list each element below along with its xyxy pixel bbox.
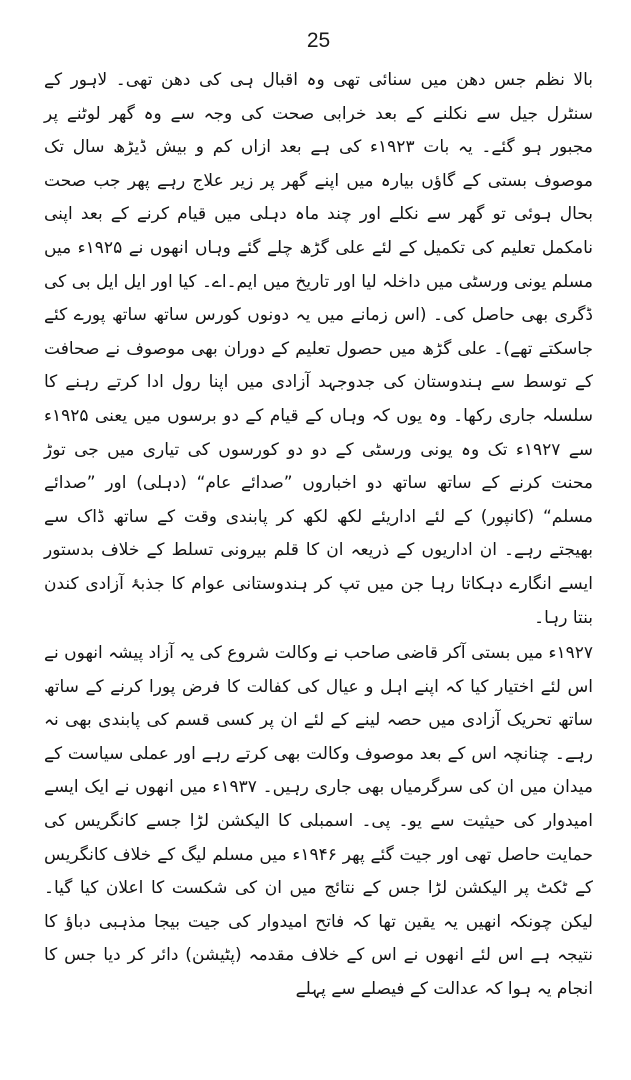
paragraph-2: ۱۹۲۷ء میں بستی آکر قاضی صاحب نے وکالت شروع کی یہ آزاد پیشہ انھوں نے اس لئے اختیار کیا کہ اپنے اہل و عیال کی کفالت کا فرض پورا کرنے کے ساتھ ساتھ تحریک آزادی میں حصہ لینے کے لئے ان پر کسی قسم کی پابندی بھی نہ رہے۔ چنانچہ اس کے بعد موصوف وکالت بھی کرتے رہے اور عملی سیاست کے میدان میں ان کی سرگرمیاں بھی جاری رہیں۔ ۱۹۳۷ء میں انھوں نے ایک ایسے امیدوار کی حیثیت سے یو۔ پی۔ اسمبلی کا الیکشن لڑا جسے کانگریس کی حمایت حاصل تھی اور جیت گئے پھر ۱۹۴۶ء میں مسلم لیگ کے خلاف کانگریس کے ٹکٹ پر الیکشن لڑا جس کے نتائج میں ان کی شکست کا اعلان کیا گیا۔ لیکن چونکہ انھیں یہ یقین تھا کہ فاتح امیدوار کی جیت بیجا مذہبی دباؤ کا نتیجہ ہے اس لئے انھوں نے اس کے خلاف مقدمہ (پٹیشن) دائر کر دیا جس کا انجام یہ ہوا کہ عدالت کے فیصلے سے پہلے [44,643,593,1000]
body-text [44,64,593,1007]
page-number: 25 [306,29,331,52]
paragraph-1: بالا نظم جس دھن میں سنائی تھی وہ اقبال ہی کی دھن تھی۔ لاہور کے سنٹرل جیل سے نکلنے کے بعد خرابی صحت کی وجہ سے وہ گھر لوٹنے پر مجبور ہو گئے۔ یہ بات ۱۹۲۳ء کی ہے بعد ازاں کم و بیش ڈیڑھ سال تک موصوف بستی کے گاؤں بیارہ میں اپنے گھر پر زیر علاج رہے پھر جب صحت بحال ہوئی تو گھر سے نکلے اور چند ماہ دہلی میں قیام کرنے کے بعد اپنی نامکمل تعلیم کی تکمیل کے لئے علی گڑھ چلے گئے وہاں انھوں نے ۱۹۲۵ء میں مسلم یونی ورسٹی میں داخلہ لیا اور تاریخ میں ایم۔اے۔ کیا اور ایل ایل بی کی ڈگری بھی حاصل کی۔ (اس زمانے میں یہ دونوں کورس ساتھ ساتھ پورے کئے جاسکتے تھے)۔ علی گڑھ میں حصول تعلیم کے دوران بھی موصوف نے صحافت کے توسط سے ہندوستان کی جدوجہد آزادی میں اپنا رول ادا کرتے رہنے کا سلسلہ جاری رکھا۔ وہ یوں کہ وہاں کے قیام کے دو برسوں میں یعنی ۱۹۲۵ء سے ۱۹۲۷ء تک وہ یونی ورسٹی کے دو دو کورسوں کی تیاری میں جی توڑ محنت کرنے کے ساتھ ساتھ دو اخباروں ”صدائے عام“ (دہلی) اور ”صدائے مسلم“ (کانپور) کے لئے اداریئے لکھ لکھ کر پابندی وقت کے ساتھ ڈاک سے بھیجتے رہے۔ ان اداریوں کے ذریعہ ان کا قلم بیرونی تسلط کے خلاف بدستور ایسے انگارے دہکاتا رہا جن میں تپ کر ہندوستانی عوام کا جذبۂ آزادی کندن بنتا رہا۔ [44,70,593,628]
